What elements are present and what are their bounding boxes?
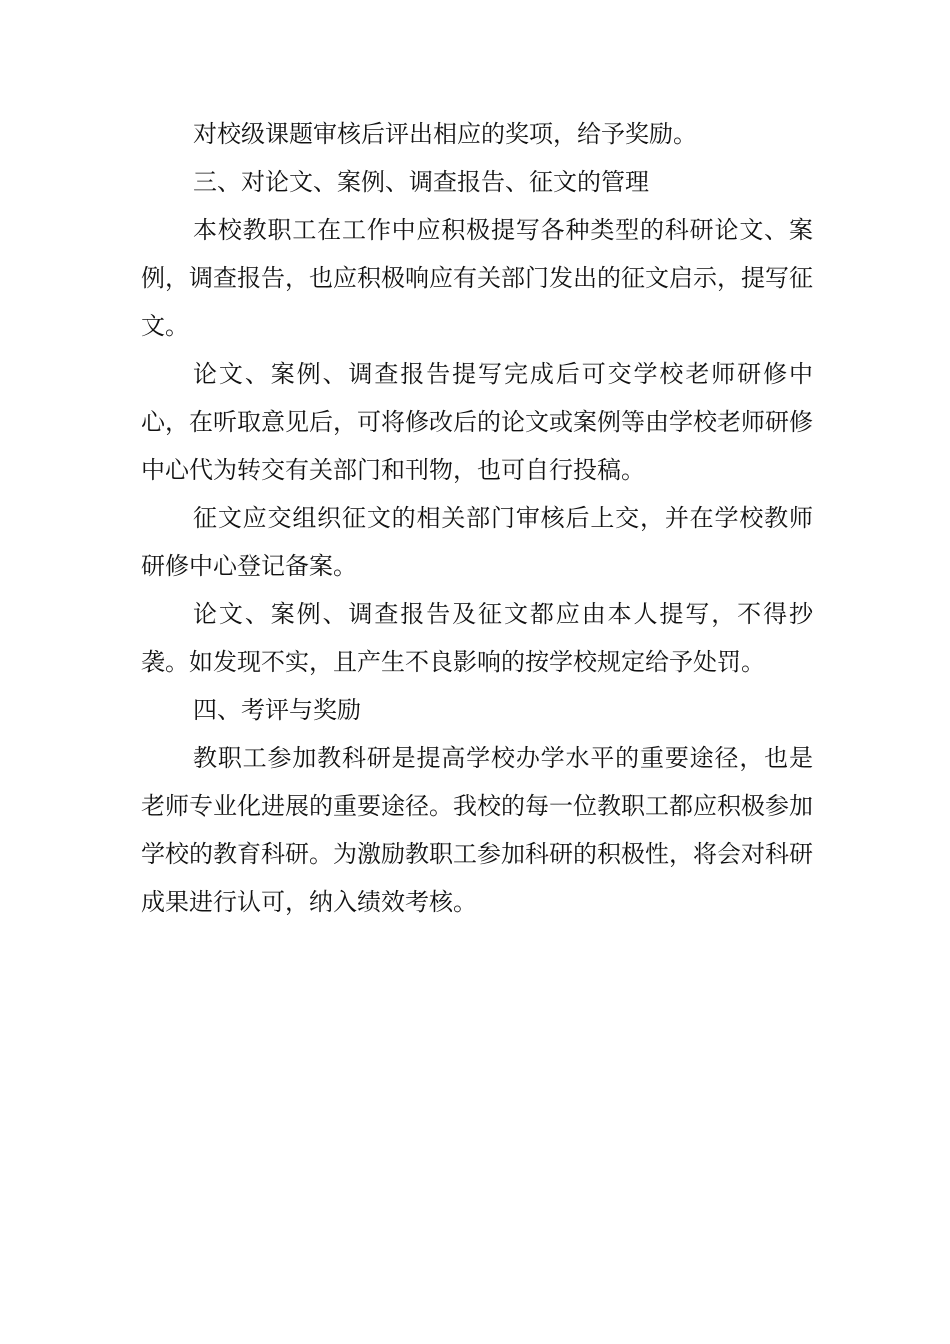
document-body (141, 110, 813, 926)
section-heading-papers-management: 三、对论文、案例、调查报告、征文的管理 (193, 168, 649, 196)
paragraph-no-plagiarism: 论文、案例、调查报告及征文都应由本人提写，不得抄袭。如发现不实，且产生不良影响的按学校规定给予处罚。 (141, 600, 813, 676)
paragraph-award-review: 对校级课题审核后评出相应的奖项，给予奖励。 (193, 120, 697, 148)
paragraph-essay-filing: 征文应交组织征文的相关部门审核后上交，并在学校教师研修中心登记备案。 (141, 504, 813, 580)
section-heading-evaluation-rewards: 四、考评与奖励 (193, 696, 361, 724)
paragraph-submit-papers: 论文、案例、调查报告提写完成后可交学校老师研修中心，在听取意见后，可将修改后的论文或案例等由学校老师研修中心代为转交有关部门和刊物，也可自行投稿。 (141, 360, 813, 484)
paragraph-write-papers: 本校教职工在工作中应积极提写各种类型的科研论文、案例，调查报告，也应积极响应有关部门发出的征文启示，提写征文。 (141, 216, 813, 340)
paragraph-research-participation: 教职工参加教科研是提高学校办学水平的重要途径，也是老师专业化进展的重要途径。我校的每一位教职工都应积极参加学校的教育科研。为激励教职工参加科研的积极性，将会对科研成果进行认可，纳入绩效考核。 (141, 744, 813, 916)
